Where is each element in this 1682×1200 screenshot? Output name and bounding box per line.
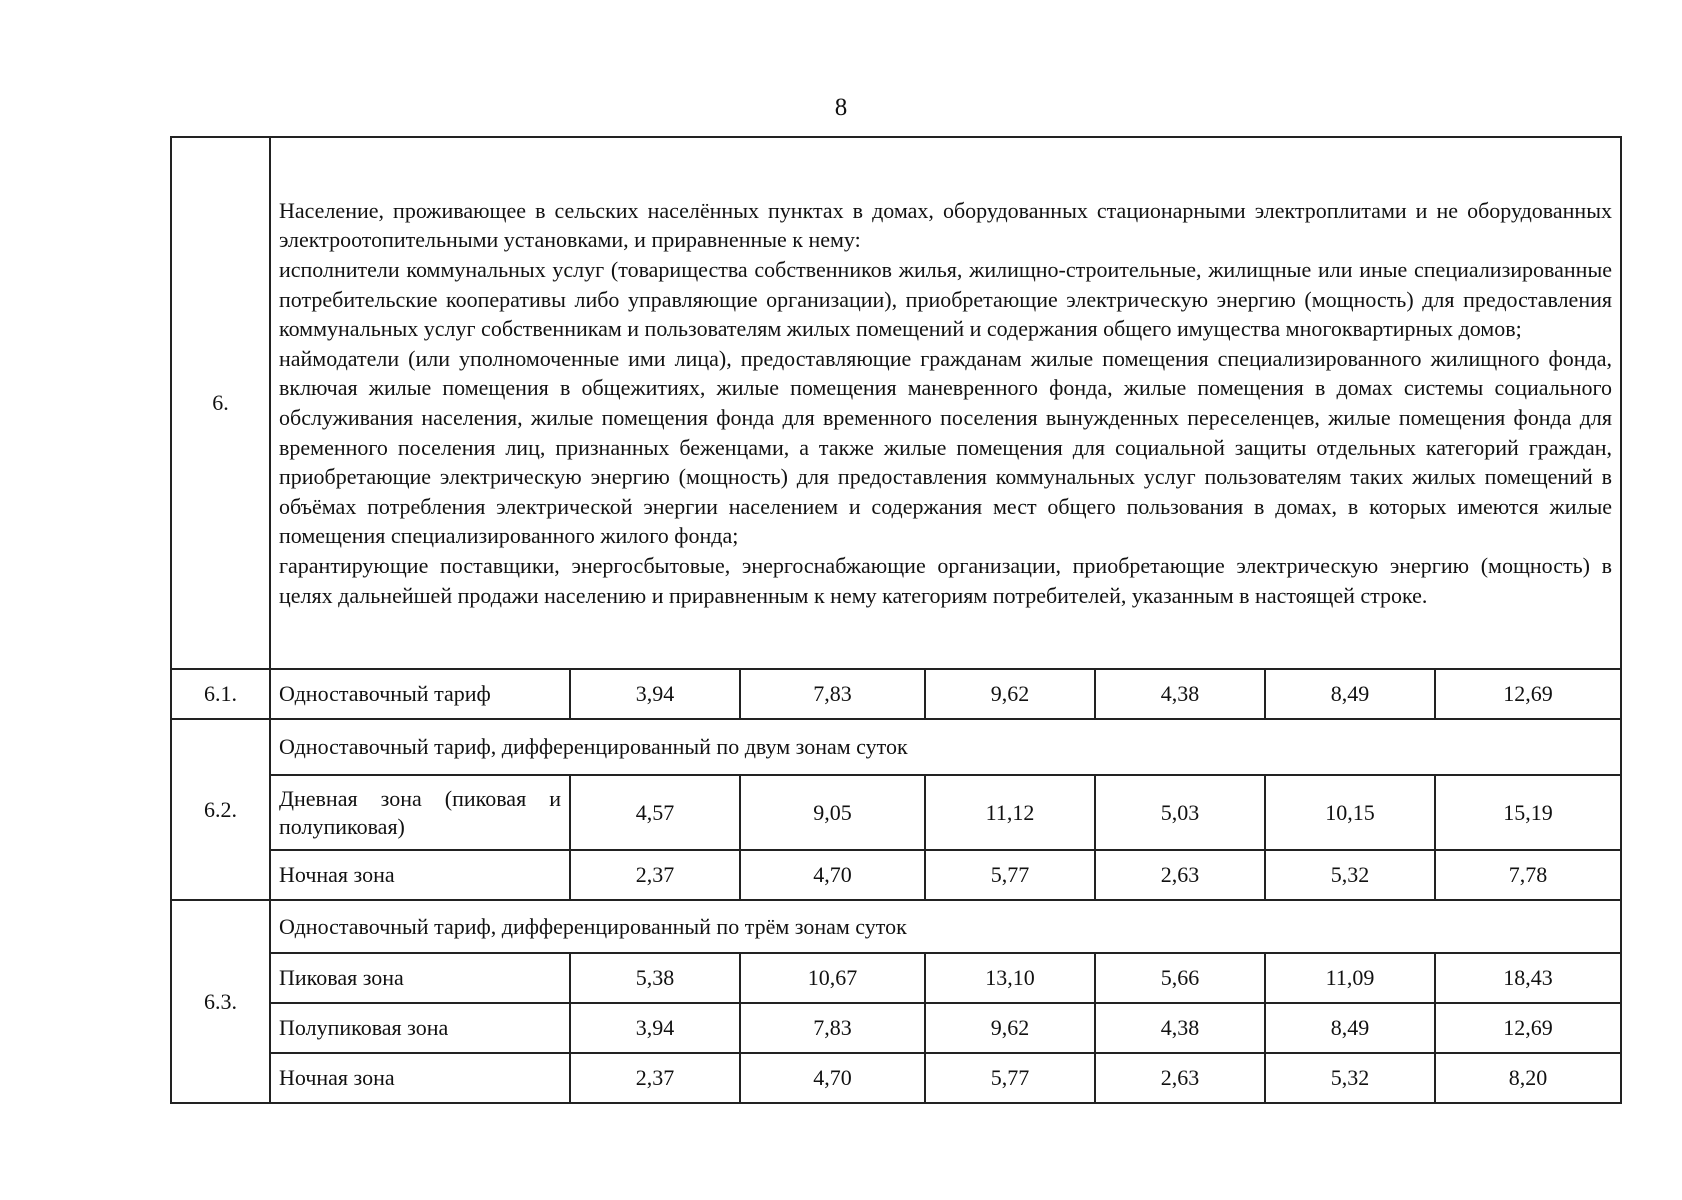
section-description [270,137,1621,669]
row-label: Дневная зона (пиковая и полупиковая) [270,775,570,850]
table-cell: 4,38 [1095,1003,1265,1053]
table-cell: 4,38 [1095,669,1265,719]
table-cell: 2,37 [570,1053,740,1103]
description-paragraph: Население, проживающее в сельских населённых пунктах в домах, оборудованных стационарными электроплитами и не оборудованных электроотопительными установками, и приравненные к нему: [279,197,1612,253]
table-cell: 3,94 [570,669,740,719]
table-row [171,953,1621,1003]
row-label: Ночная зона [270,850,570,900]
table-cell: 7,83 [740,669,925,719]
subsection-header: Одноставочный тариф, дифференцированный по трём зонам суток [270,900,1621,953]
table-cell: 5,66 [1095,953,1265,1003]
table-row [171,1003,1621,1053]
table-cell: 8,49 [1265,669,1435,719]
description-paragraph: гарантирующие поставщики, энергосбытовые, энергоснабжающие организации, приобретающие электрическую энергию (мощность) в целях дальнейшей продажи населению и приравненным к нему категориям потребителей, указанным в настоящей строке. [279,552,1612,608]
table-cell: 11,12 [925,775,1095,850]
row-label: Одноставочный тариф [270,669,570,719]
table-cell: 4,57 [570,775,740,850]
description-paragraph: исполнители коммунальных услуг (товарищества собственников жилья, жилищно-строительные, жилищные или иные специализированные потребительские кооперативы либо управляющие организации), приобретающие электрическую энергию (мощность) для предоставления коммунальных услуг собственникам и пользователям жилых помещений и содержания общего имущества многоквартирных домов; [279,257,1612,342]
table-cell: 12,69 [1435,1003,1621,1053]
table-cell: 5,03 [1095,775,1265,850]
table-cell: 9,62 [925,1003,1095,1053]
table-row [171,850,1621,900]
row-label: Пиковая зона [270,953,570,1003]
table-cell: 13,10 [925,953,1095,1003]
table-cell: 4,70 [740,850,925,900]
table-cell: 5,32 [1265,1053,1435,1103]
table-cell: 4,70 [740,1053,925,1103]
row-label: Полупиковая зона [270,1003,570,1053]
subsection-header: Одноставочный тариф, дифференцированный по двум зонам суток [270,719,1621,775]
table-cell: 2,37 [570,850,740,900]
table-cell: 15,19 [1435,775,1621,850]
description-paragraph: наймодатели (или уполномоченные ими лица), предоставляющие гражданам жилые помещения специализированного жилищного фонда, включая жилые помещения в общежитиях, жилые помещения маневренного фонда, жилые помещения в домах системы социального обслуживания населения, жилые помещения фонда для временного поселения вынужденных переселенцев, жилые помещения фонда для временного поселения лиц, признанных беженцами, а также жилые помещения для социальной защиты отдельных категорий граждан, приобретающие электрическую энергию (мощность) для предоставления коммунальных услуг пользователям таких жилых помещений в объёмах потребления электрической энергии населением и содержания мест общего пользования в домах, в которых имеются жилые помещения специализированного жилого фонда; [279,345,1612,549]
table-cell: 5,38 [570,953,740,1003]
page-number: 8 [834,94,848,121]
table-cell: 8,20 [1435,1053,1621,1103]
table-cell: 7,78 [1435,850,1621,900]
section-number: 6. [171,137,270,669]
table-cell: 9,62 [925,669,1095,719]
row-number: 6.2. [171,719,270,900]
row-label: Ночная зона [270,1053,570,1103]
table-cell: 5,32 [1265,850,1435,900]
tariff-table [170,136,1622,1104]
table-row [171,669,1621,719]
table-cell: 7,83 [740,1003,925,1053]
row-number: 6.1. [171,669,270,719]
table-cell: 5,77 [925,850,1095,900]
table-cell: 10,15 [1265,775,1435,850]
table-cell: 5,77 [925,1053,1095,1103]
table-row [171,900,1621,953]
section-6-row [171,137,1621,669]
table-cell: 10,67 [740,953,925,1003]
table-row [171,1053,1621,1103]
table-cell: 9,05 [740,775,925,850]
table-row [171,719,1621,775]
table-cell: 8,49 [1265,1003,1435,1053]
table-cell: 3,94 [570,1003,740,1053]
table-cell: 11,09 [1265,953,1435,1003]
table-cell: 12,69 [1435,669,1621,719]
table-row [171,775,1621,850]
table-cell: 2,63 [1095,1053,1265,1103]
table-cell: 18,43 [1435,953,1621,1003]
row-number: 6.3. [171,900,270,1103]
table-cell: 2,63 [1095,850,1265,900]
